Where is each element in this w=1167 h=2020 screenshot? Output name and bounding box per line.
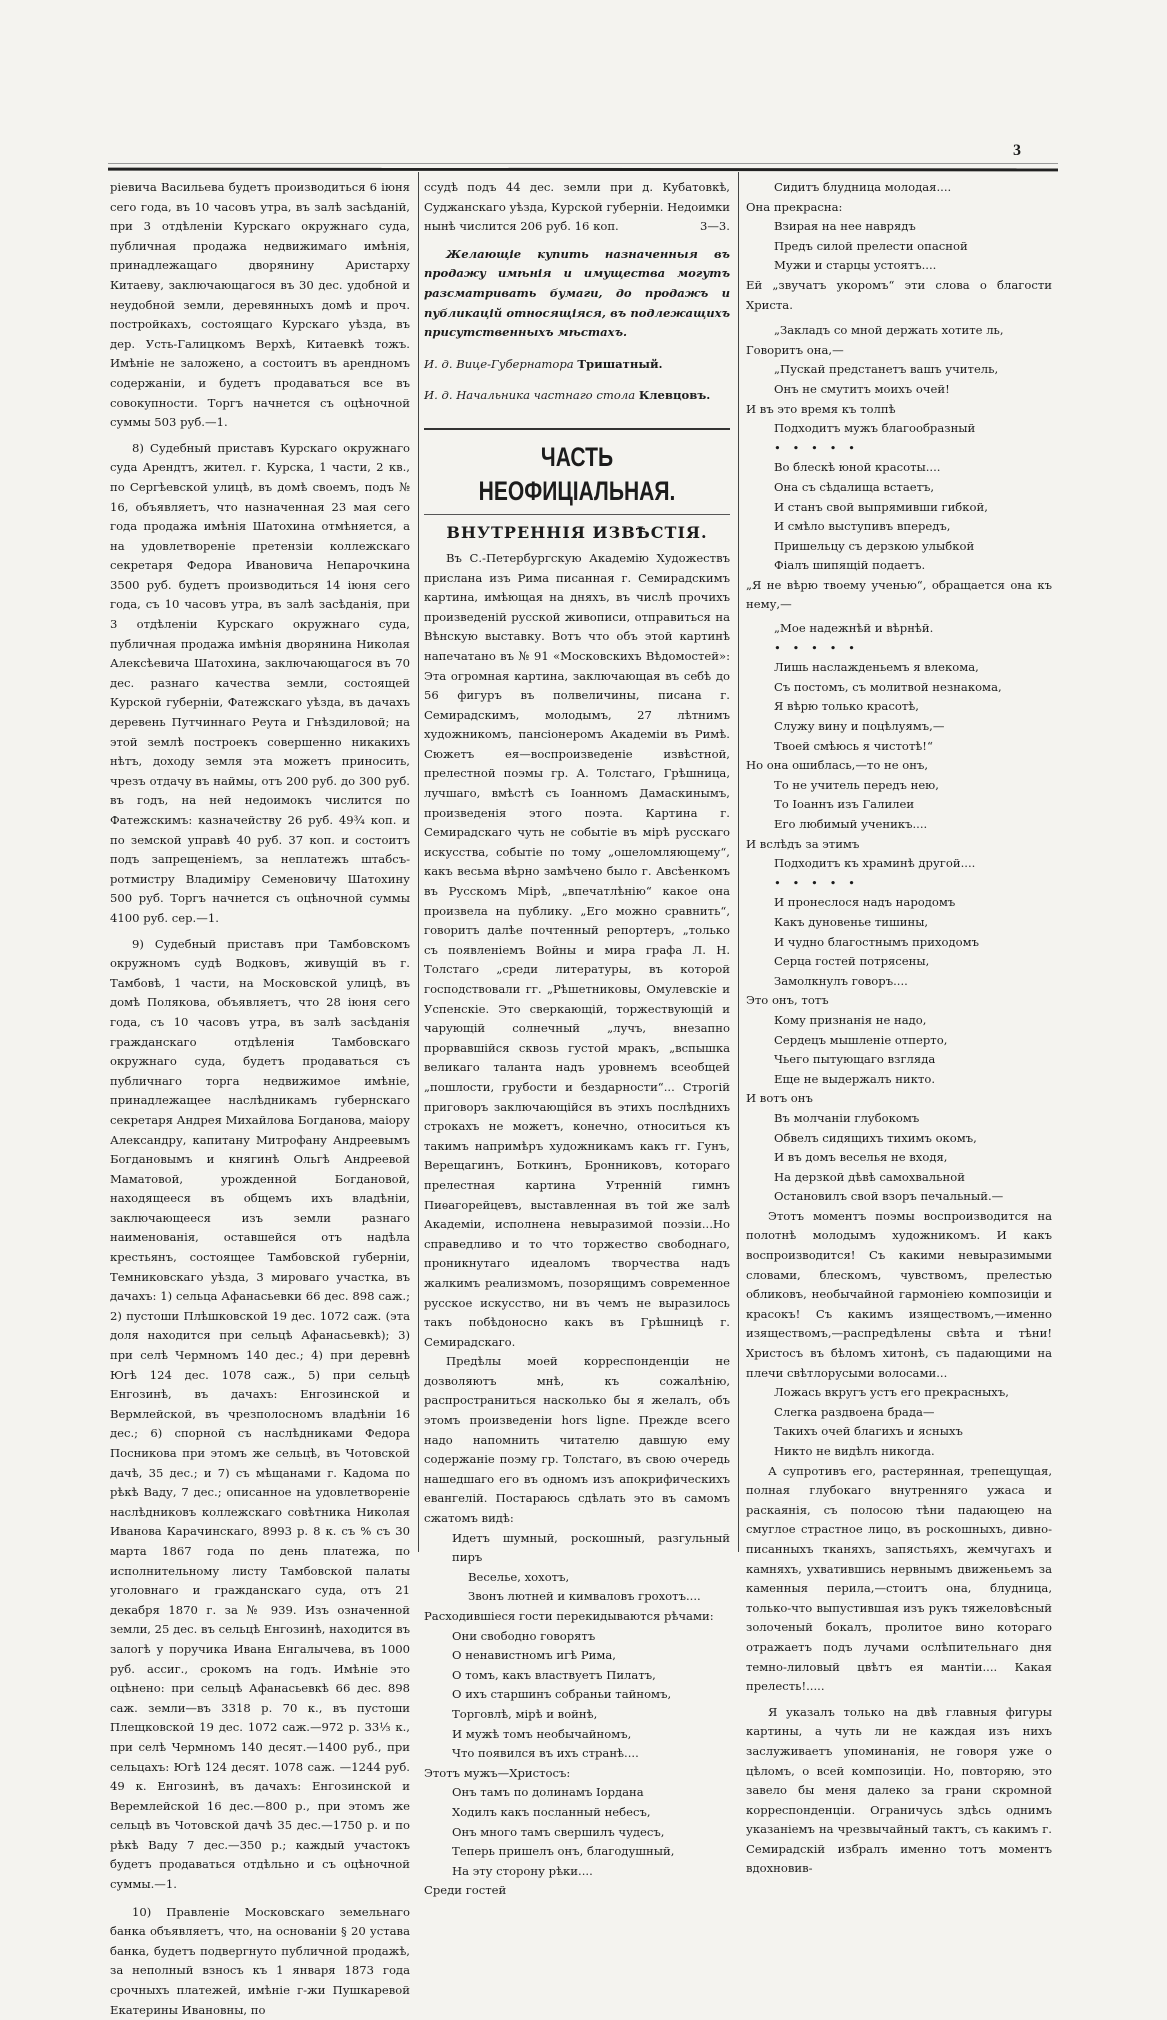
verse-line: На эту сторону рѣки.... bbox=[452, 1863, 593, 1878]
verse-line: О ихъ старшинъ собраньи тайномъ, bbox=[452, 1687, 672, 1702]
signature-role: И. д. Начальника частнаго стола bbox=[424, 388, 636, 403]
ellipsis-dots: • • • • • bbox=[774, 875, 859, 890]
article-paragraph: А супротивъ его, растерянная, трепещущая, полная глубокаго внутренняго ужаса и раскаянія, съ полосою тѣни падающею на смуглое страстное лицо, въ роскошныхъ, дивно-писанныхъ тканяхъ, запястьяхъ, жемчугахъ и камняхъ, ухватившись нервнымъ движеньемъ за каменныя перила,—стоитъ она, блудница, только-что выпустившая изъ рукъ тяжеловѣсный золоченый бокалъ, пролитое вино котораго отражаетъ подъ лучами ослѣпительнаго дня темно-лиловый цвѣтъ ея мантіи.... Какая прелесть!..... bbox=[746, 1463, 1052, 1694]
column-2 bbox=[424, 178, 730, 1901]
verse-line: И въ домъ веселья не входя, bbox=[774, 1150, 948, 1165]
prose-line: Она прекрасна: bbox=[746, 199, 843, 214]
verse-line: Мужи и старцы устоятъ.... bbox=[774, 258, 937, 273]
verse-line: Предъ силой прелести опасной bbox=[774, 238, 968, 253]
signature-role: И. д. Вице-Губернатора bbox=[424, 356, 574, 371]
verse-line: Сердецъ мышленіе отперто, bbox=[774, 1032, 948, 1047]
verse-line: И чудно благостнымъ приходомъ bbox=[774, 934, 979, 949]
verse-line: „Закладъ со мной держать хотите ль, bbox=[774, 323, 1004, 338]
notice-paragraph-8: 8) Судебный приставъ Курскаго окружнаго суда Арендтъ, жител. г. Курска, 1 части, 2 кв., по Сергѣевской улицѣ, въ домѣ своемъ, подъ № 16, объявляетъ, что назначенная 23 мая сего года продажа имѣнія Шатохина отмѣняется, а на удовлетвореніе претензіи коллежскаго секретаря Федора Ивановича Непарочкина 3500 руб. будетъ производиться 14 іюня сего года, съ 10 часовъ утра, въ залѣ засѣданія, при 3 отдѣленіи Курскаго окружнаго суда, публичная продажа имѣнія дворянина Николая Алексѣевича Шатохина, заключающагося въ 70 дес. разнаго качества земли, состоящей Курской губерніи, Фатежскаго уѣзда, въ дачахъ деревень Путчиннаго Реута и Гнѣздиловой; на этой землѣ построекъ совершенно никакихъ нѣтъ, доходу земля эта можетъ приносить, чрезъ отдачу въ наймы, отъ 200 руб. до 300 руб. въ годъ, на ней недоимокъ числится по Фатежскимъ: казначейству 26 руб. 49¾ коп. и по земской управѣ 40 руб. 37 коп. и состоитъ подъ запрещеніемъ, за неплатежъ штабсъ-ротмистру Владиміру Семеновичу Шатохину 500 руб. Торгъ начнется съ оцѣночной суммы 4100 руб. сер.—1. bbox=[110, 440, 410, 925]
verse-line: Взирая на нее наврядъ bbox=[774, 219, 916, 234]
verse-line: Остановилъ свой взоръ печальный.— bbox=[774, 1189, 1004, 1204]
verse-line: Съ постомъ, съ молитвой незнакома, bbox=[774, 679, 1002, 694]
verse-line: Веселье, хохотъ, bbox=[468, 1569, 570, 1584]
subsection-title: ВНУТРЕННІЯ ИЗВѢСТІЯ. bbox=[446, 522, 708, 542]
verse-line: Въ молчаніи глубокомъ bbox=[774, 1110, 920, 1125]
notice-paragraph-9: 9) Судебный приставъ при Тамбовскомъ окружномъ судѣ Водковъ, живущій въ г. Тамбовѣ, 1 части, на Московской улицѣ, въ домѣ Полякова, объявляетъ, что 28 іюня сего года, съ 10 часовъ утра, въ залѣ засѣданія гражданскаго отдѣленія Тамбовскаго окружнаго суда, будетъ продаваться съ публичнаго торга недвижимое имѣніе, принадлежащее наслѣдникамъ губернскаго секретаря Андрея Михайлова Богданова, маіору Александру, капитану Митрофану Андреевымъ Богдановымъ и княгинѣ Ольгѣ Андреевой Маматовой, урожденной Богдановой, находящееся въ общемъ ихъ владѣніи, заключающееся изъ земли разнаго наименованія, оставшейся отъ надѣла крестьянъ, состоящее Тамбовской губерніи, Темниковскаго уѣзда, 3 мироваго участка, въ дачахъ: 1) сельца Афанасьевки 66 дес. 898 саж.; 2) пустоши Плѣшковской 19 дес. 1072 саж. (эта доля находится при сельцѣ Афанасьевкѣ); 3) при селѣ Чермномъ 140 дес.; 4) при деревнѣ Югѣ 124 дес. 1078 саж., 5) при сельцѣ Енгозинѣ, въ дачахъ: Енгозинской и Вермлейской, въ чрезполосномъ владѣніи 16 дес.; 6) спорной съ наслѣдниками Федора Посникова при этомъ же сельцѣ, въ Чотовской дачѣ, 35 дес.; и 7) съ мѣщанами г. Кадома по рѣкѣ Ваду, 7 дес.; описанное на удовлетвореніе наслѣдниковъ коллежскаго совѣтника Николая Иванова Карачинскаго, 8993 р. 8 к. съ % съ 30 марта 1867 года по день платежа, по исполнительному листу Тамбовской палаты уголовнаго и гражданскаго суда, отъ 21 декабря 1870 г. за № 939. Изъ означенной земли, 25 дес. въ сельцѣ Енгозинѣ, находится въ залогѣ у поручика Ивана Енгалычева, въ 1000 руб. ассиг., срокомъ на годъ. Имѣніе это оцѣнено: при сельцѣ Афанасьевкѣ 66 дес. 898 саж. земли—въ 3318 р. 70 к., въ пустоши Плещковской 19 дес. 1072 саж.—972 р. 33⅓ к., при селѣ Чермномъ 140 десят.—1400 руб., при сельцахъ: Югѣ 124 десят. 1078 саж. —1244 руб. 49 к. Енгозинѣ, въ дачахъ: Енгозинской и Веремлейской 16 дес.—800 р., при этомъ же сельцѣ въ Чотовской дачѣ 35 дес.—1750 р. и по рѣкѣ Ваду 7 дес.—350 р.; каждый участокъ будетъ продаваться отдѣльно и съ оцѣночной суммы.—1. bbox=[110, 936, 410, 1892]
signature-vice-governor bbox=[424, 355, 730, 375]
prose-line: Это онъ, тотъ bbox=[746, 993, 829, 1008]
verse-line: То Іоаннъ изъ Галилеи bbox=[774, 797, 915, 812]
verse-line: Сидитъ блудница молодая.... bbox=[774, 180, 952, 194]
article-paragraph-2: Предѣлы моей корреспонденціи не дозволяютъ мнѣ, къ сожалѣнію, распространиться насколько бы я желалъ, объ этомъ произведеніи hors ligne. Прежде всего надо напомнить читателю давшую ему содержаніе поэму гр. Толстаго, въ свою очередь нашедшаго его въ одномъ изъ апокрифическихъ евангелій. Постараюсь сдѣлать это въ самомъ сжатомъ видѣ: bbox=[424, 1354, 730, 1526]
column-3 bbox=[746, 178, 1052, 1879]
article-paragraph: Я указалъ только на двѣ главныя фигуры картины, а чуть ли не каждая изъ нихъ заслуживаетъ упоминанія, не говоря уже о цѣломъ, о всей композиціи. Но, повторяю, это завело бы меня далеко за грани скромной корреспонденціи. Ограничусь здѣсь однимъ указаніемъ на чрезвычайный тактъ, съ какимъ г. Семирадскій избралъ именно тотъ моментъ вдохновив- bbox=[746, 1704, 1052, 1876]
verse-line: И мужѣ томъ необычайномъ, bbox=[452, 1726, 632, 1741]
verse-line: Еще не выдержалъ никто. bbox=[774, 1071, 936, 1086]
prose-line: „Я не вѣрю твоему ученью“, обращается она къ нему,— bbox=[746, 577, 1052, 612]
signature-name: Тришатный. bbox=[577, 356, 663, 371]
page-number: 3 bbox=[1013, 142, 1021, 159]
verse-line: Онъ много тамъ свершилъ чудесъ, bbox=[452, 1824, 665, 1839]
verse-line: Чьего пытующаго взгляда bbox=[774, 1052, 936, 1067]
verse-line: Кому признанія не надо, bbox=[774, 1012, 927, 1027]
sale-notice: Желающіе купить назначенныя въ продажу имѣнія и имущества могутъ разсматривать бумаги, до продажъ и публикацій относящіяся, въ подлежащихъ присутственныхъ мѣстахъ. bbox=[424, 246, 730, 340]
verse-line: Ходилъ какъ посланный небесъ, bbox=[452, 1804, 651, 1819]
verse-line: „Пускай предстанетъ вашъ учитель, bbox=[774, 362, 999, 377]
header-rule-faint bbox=[108, 163, 1058, 164]
verse-line: „Мое надежнѣй и вѣрнѣй. bbox=[774, 621, 934, 636]
verse-line: Замолкнулъ говоръ.... bbox=[774, 973, 908, 988]
prose-line: И вотъ онъ bbox=[746, 1091, 813, 1106]
verse-line: Никто не видѣлъ никогда. bbox=[774, 1444, 935, 1458]
section-divider bbox=[424, 428, 730, 430]
verse-line: Серца гостей потрясены, bbox=[774, 954, 930, 969]
verse-line: Я вѣрю только красотѣ, bbox=[774, 699, 919, 714]
prose-line: И въ это время къ толпѣ bbox=[746, 401, 896, 416]
verse-line: О томъ, какъ властвуетъ Пилатъ, bbox=[452, 1667, 656, 1682]
verse-line: И пронеслося надъ народомъ bbox=[774, 895, 956, 910]
verse-line: Слегка раздвоена брада— bbox=[774, 1404, 935, 1419]
prose-line: Говоритъ она,— bbox=[746, 342, 844, 357]
verse-line: Во блескѣ юной красоты.... bbox=[774, 460, 941, 475]
prose-line: Среди гостей bbox=[424, 1883, 507, 1898]
prose-line: Расходившіеся гости перекидываются рѣчами: bbox=[424, 1609, 714, 1623]
verse-line: Фіалъ шипящій подаетъ. bbox=[774, 558, 926, 573]
verse-line: Обвелъ сидящихъ тихимъ окомъ, bbox=[774, 1130, 977, 1145]
verse-line: Звонъ лютней и кимваловъ грохотъ.... bbox=[468, 1589, 701, 1604]
verse-line: Теперь пришелъ онъ, благодушный, bbox=[452, 1844, 675, 1859]
verse-line: Идетъ шумный, роскошный, разгульный пиръ bbox=[452, 1530, 730, 1565]
column-divider-2 bbox=[738, 172, 739, 1552]
verse-line: Подходитъ мужъ благообразный bbox=[774, 421, 976, 436]
notice-paragraph-7: ріевича Васильева будетъ производиться 6 іюня сего года, въ 10 часовъ утра, въ залѣ засѣданій, при 3 отдѣленіи Курскаго окружнаго суда, публичная продажа недвижимаго имѣнія, принадлежащаго дворянину Аристарху Китаеву, заключающагося въ 30 дес. удобной и неудобной земли, деревянныхъ домѣ и проч. постройкахъ, состоящаго Курскаго уѣзда, въ дер. Усть-Галицкомъ Верхѣ, Китаевкѣ тожъ. Имѣніе не заложено, а состоитъ въ арендномъ содержаніи, и будетъ продаваться все въ совокупности. Торгъ начнется съ оцѣночной суммы 503 руб.—1. bbox=[110, 180, 410, 430]
verse-line: Твоей смѣюсь я чистотѣ!“ bbox=[774, 738, 933, 753]
verse-line: Онъ не смутитъ моихъ очей! bbox=[774, 381, 950, 396]
signature-name: Клевцовъ. bbox=[638, 388, 711, 403]
column-divider-1 bbox=[418, 172, 419, 1552]
article-paragraph-1: Въ С.-Петербургскую Академію Художествъ прислана изъ Рима писанная г. Семирадскимъ картина, имѣющая на дняхъ, въ числѣ прочихъ произведеній русской живописи, отправиться на Вѣнскую выставку. Вотъ что объ этой картинѣ напечатано въ № 91 «Московскихъ Вѣдомостей»: Эта огромная картина, заключающая въ себѣ до 56 фигуръ въ полвеличины, писана г. Семирадскимъ, молодымъ, 27 лѣтнимъ художникомъ, пансіонеромъ Академіи въ Римѣ. Сюжетъ ея—воспроизведеніе извѣстной, прелестной поэмы гр. А. Толстаго, Грѣшница, лучшаго, вмѣстѣ съ Іоанномъ Дамаскинымъ, произведенія этого поэта. Картина г. Семирадскаго чуть не событіе въ мірѣ русскаго искусства, событіе по тому „ошеломляющему“, какъ весьма вѣрно замѣчено было г. Авсѣенкомъ въ Русскомъ Мірѣ, „впечатлѣнію“ какое она произвела на публику. „Его можно сравнить“, говоритъ далѣе почтенный репортеръ, „только съ появленіемъ Войны и мира графа Л. Н. Толстаго „среди литературы, въ которой господствовали гг. „Рѣшетниковы, Омулевскіе и Успенскіе. Это сверкающій, торжествующій и чарующій солнечный „лучъ, внезапно прорвавшійся сквозь густой мракъ, „вспышка великаго таланта надъ уровнемъ всеобщей „пошлости, грубости и бездарности“... Строгій приговоръ заключающійся въ этихъ послѣднихъ строкахъ не можетъ, конечно, относиться къ такимъ напримѣръ художникамъ какъ гг. Гунъ, Верещагинъ, Боткинъ, Бронниковъ, котораго прелестная картина Утренній гимнъ Пиѳагорейцевъ, выставленная въ той же залѣ Академіи, исполнена невыразимой поэзіи...Но справедливо и то что торжество свободнаго, проникнутаго идеаломъ творчества надъ жалкимъ реализмомъ, позорящимъ современное русское искусство, ни въ чемъ не выразилось такъ побѣдоносно какъ въ Грѣшницѣ г. Семирадскаго. bbox=[424, 550, 730, 1349]
section-divider-thin bbox=[424, 514, 730, 515]
verse-line: Она съ сѣдалища встаетъ, bbox=[774, 479, 935, 494]
prose-line: Этотъ мужъ—Христосъ: bbox=[424, 1765, 571, 1780]
column-1 bbox=[110, 178, 410, 2020]
ellipsis-dots: • • • • • bbox=[774, 440, 859, 455]
signature-desk-chief bbox=[424, 386, 730, 406]
verse-line: И станъ свой выпрямивши гибкой, bbox=[774, 499, 988, 514]
verse-line: Лишь наслажденьемъ я влекома, bbox=[774, 660, 979, 675]
section-title: ЧАСТЬ НЕОФИЦІАЛЬНАЯ. bbox=[478, 441, 676, 506]
prose-line: И вслѣдъ за этимъ bbox=[746, 836, 860, 851]
verse-line: Служу вину и поцѣлуямъ,— bbox=[774, 719, 945, 734]
ellipsis-dots: • • • • • bbox=[774, 640, 859, 655]
prose-line: Ей „звучатъ укоромъ“ эти слова о благости Христа. bbox=[746, 277, 1052, 312]
verse-line: Онъ тамъ по долинамъ Іордана bbox=[452, 1785, 644, 1800]
notice-paragraph-continued bbox=[424, 178, 730, 237]
verse-line: Его любимый ученикъ.... bbox=[774, 817, 928, 831]
verse-line: Что появился въ ихъ странѣ.... bbox=[452, 1746, 639, 1761]
article-paragraph: Этотъ моментъ поэмы воспроизводится на полотнѣ молодымъ художникомъ. И какъ воспроизводится! Съ какими невыразимыми словами, блескомъ, чувствомъ, прелестью обликовъ, необычайной гармоніею композиціи и красокъ! Съ какимъ изяществомъ,—именно изяществомъ,—распредѣлены свѣта и тѣни! Христосъ въ бѣломъ хитонѣ, съ падающими на плечи свѣтлорусыми волосами... bbox=[746, 1208, 1052, 1380]
verse-line: То не учитель передъ нею, bbox=[774, 777, 939, 792]
header-rule bbox=[108, 168, 1058, 172]
notice-paragraph-10: 10) Правленіе Московскаго земельнаго банка объявляетъ, что, на основаніи § 20 устава банка, будетъ подвергнуто публичной продажѣ, за неполный взносъ къ 1 января 1873 года срочныхъ платежей, имѣніе г-жи Пушкаревой Екатерины Ивановны, по bbox=[110, 1904, 410, 2017]
verse-line: Такихъ очей благихъ и ясныхъ bbox=[774, 1424, 963, 1439]
verse-line: О ненавистномъ игѣ Рима, bbox=[452, 1648, 616, 1663]
notice-number: 3—3. bbox=[699, 219, 730, 234]
verse-line: Торговлѣ, мірѣ и войнѣ, bbox=[452, 1706, 598, 1721]
verse-line: Ложась вкругъ устъ его прекрасныхъ, bbox=[774, 1385, 1009, 1400]
verse-line: Подходитъ къ храминѣ другой.... bbox=[774, 856, 976, 871]
prose-line: Но она ошиблась,—то не онъ, bbox=[746, 758, 929, 773]
verse-line: Пришельцу съ дерзкою улыбкой bbox=[774, 538, 975, 553]
verse-line: На дерзкой дѣвѣ самохвальной bbox=[774, 1169, 965, 1184]
notice-text: ссудѣ подъ 44 дес. земли при д. Кубатовкѣ, Суджанскаго уѣзда, Курской губерніи. Недоимки нынѣ числится 206 руб. 16 коп. bbox=[424, 180, 730, 234]
verse-line: И смѣло выступивъ впередъ, bbox=[774, 519, 951, 534]
verse-line: Они свободно говорятъ bbox=[452, 1628, 596, 1643]
verse-line: Какъ дуновенье тишины, bbox=[774, 914, 929, 929]
